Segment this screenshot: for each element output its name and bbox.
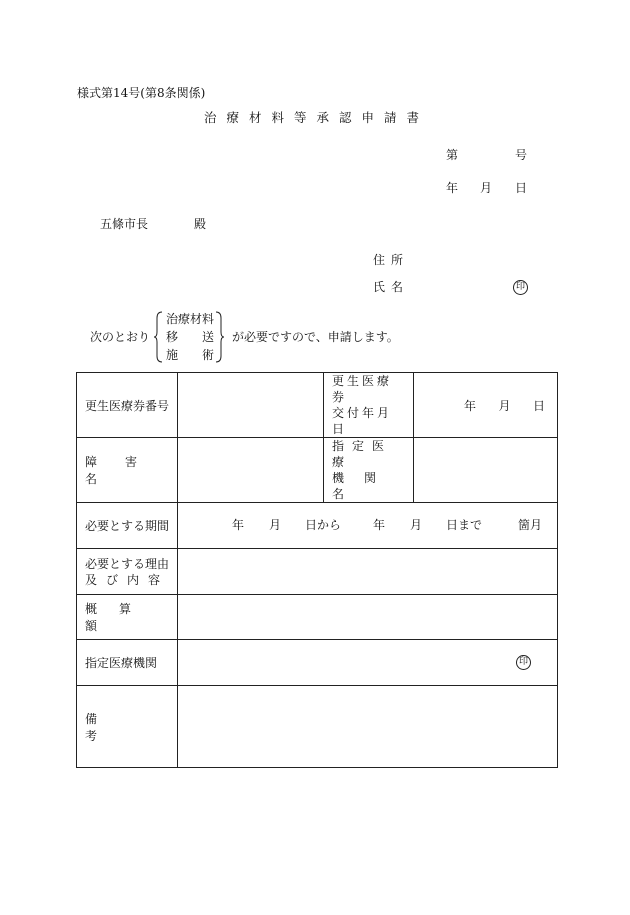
doc-number-suffix: 号	[515, 148, 528, 162]
issue-date-label-line2: 交付年月日	[332, 406, 393, 436]
institution-seal-mark: 印	[516, 655, 531, 670]
institution-field[interactable]	[178, 640, 558, 686]
disability-label	[77, 438, 178, 503]
period-field[interactable]	[178, 503, 558, 549]
estimate-field[interactable]	[178, 595, 558, 640]
doc-date-year: 年	[446, 181, 459, 195]
addressee-name: 五條市長	[100, 217, 149, 231]
doc-date-month: 月	[480, 181, 493, 195]
estimate-label	[77, 595, 178, 640]
application-table	[76, 372, 558, 768]
disability-label-text: 障害名	[85, 455, 166, 486]
certificate-number-label: 更生医療券番号	[77, 373, 178, 438]
remarks-label-text: 備考	[85, 711, 156, 743]
form-title: 治療材料等承認申請書	[204, 110, 430, 125]
period-label: 必要とする期間	[77, 503, 178, 549]
applicant-seal-mark: 印	[513, 280, 528, 295]
period-start-year: 年	[232, 517, 245, 532]
request-items-list	[166, 310, 214, 364]
period-end-day: 日まで	[446, 517, 483, 532]
estimate-label-text: 概算額	[85, 602, 154, 633]
request-items-brace	[154, 310, 224, 364]
period-end-year: 年	[373, 517, 386, 532]
reason-label	[77, 549, 178, 595]
remarks-label	[77, 686, 178, 768]
period-start-day: 日から	[305, 517, 342, 532]
period-months: 箇月	[518, 517, 543, 532]
institution-label: 指定医療機関	[77, 640, 178, 686]
issue-date-month: 月	[498, 398, 511, 413]
row-disability	[77, 438, 558, 503]
issue-date-label-line1: 更生医療券	[332, 374, 393, 404]
designated-label-line2: 機関名	[332, 471, 397, 501]
request-item-materials: 治療材料	[166, 312, 215, 326]
row-estimate	[77, 595, 558, 640]
reason-field[interactable]	[178, 549, 558, 595]
disability-field[interactable]	[178, 438, 324, 503]
period-end-month: 月	[410, 517, 423, 532]
doc-number-prefix: 第	[446, 148, 459, 162]
reason-label-line2: 及び内容	[85, 572, 170, 587]
request-item-transport: 移 送	[166, 330, 215, 344]
designated-field[interactable]	[414, 438, 558, 503]
addressee-honorific: 殿	[194, 217, 207, 231]
period-values	[186, 519, 549, 533]
row-period	[77, 503, 558, 549]
issue-date-label	[324, 373, 414, 438]
address-label: 住所	[373, 253, 410, 267]
name-label: 氏名	[373, 280, 410, 294]
period-start-month: 月	[269, 517, 282, 532]
reason-label-line1: 必要とする理由	[85, 556, 170, 571]
issue-date-year: 年	[464, 398, 477, 413]
issue-date-field[interactable]	[414, 373, 558, 438]
row-remarks	[77, 686, 558, 768]
issue-date-day: 日	[532, 398, 545, 413]
form-number: 様式第14号(第8条関係)	[77, 86, 206, 100]
doc-date-day: 日	[515, 181, 528, 195]
row-reason	[77, 549, 558, 595]
request-prefix: 次のとおり	[90, 330, 151, 344]
row-certificate	[77, 373, 558, 438]
designated-label	[324, 438, 414, 503]
designated-label-line1: 指定医療	[332, 439, 393, 469]
row-institution	[77, 640, 558, 686]
request-item-treatment: 施 術	[166, 348, 215, 362]
certificate-number-field[interactable]	[178, 373, 324, 438]
request-suffix: が必要ですので、申請します。	[232, 330, 399, 344]
remarks-field[interactable]	[178, 686, 558, 768]
